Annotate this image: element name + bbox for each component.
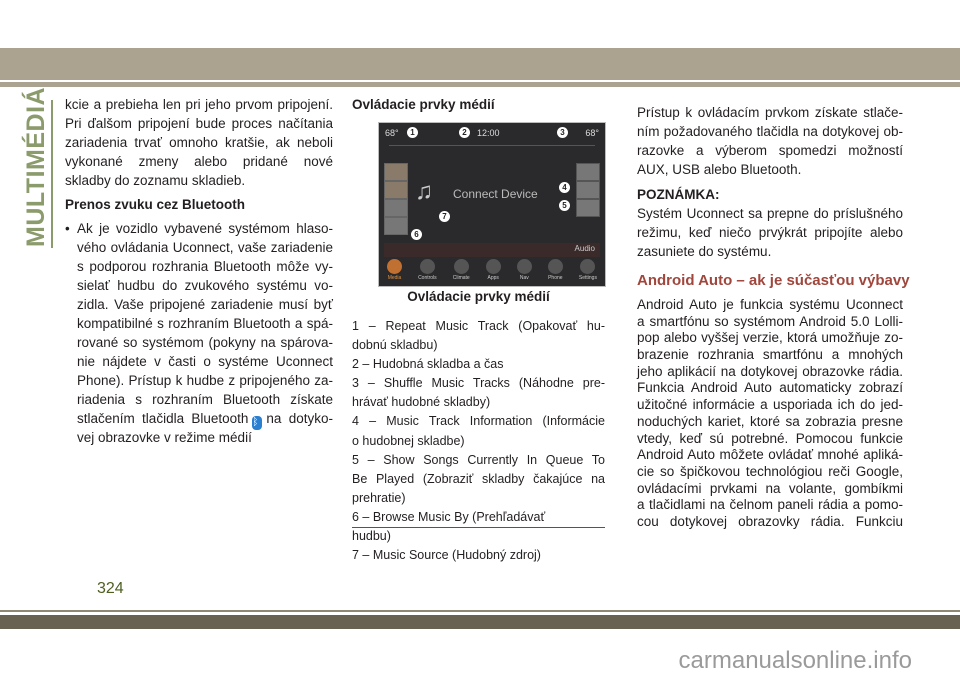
text-line: cie so špičkovou technológiou reči Google, — [637, 463, 903, 479]
list-line: 6 – Browse Music By (Prehľadávať — [352, 509, 546, 524]
bullet-mark: • — [65, 221, 70, 236]
list-line: 5 – Show Songs Currently In Queue To — [352, 452, 605, 467]
text-line: zasuniete do systému. — [637, 244, 772, 259]
header-band — [0, 48, 960, 80]
source-button — [384, 199, 408, 217]
nav-label: Media — [387, 275, 402, 281]
nav-nav — [517, 259, 532, 286]
list-line: 4 – Music Track Information (Informácie — [352, 414, 605, 429]
nav-phone — [548, 259, 563, 286]
text-line: zariadenia trvať omnoho kratšie, ak neboli — [65, 135, 333, 150]
nav-label: Settings — [578, 275, 597, 281]
media-icon — [387, 259, 402, 274]
text-line: sielať hudbu do zvukového systému vo- — [77, 278, 333, 293]
text-line: a smartfónu so systémom Android 5.0 Lolli- — [637, 313, 903, 329]
bluetooth-icon: ᛒ — [252, 416, 262, 430]
progress-line — [389, 145, 595, 146]
watermark: carmanualsonline.info — [678, 647, 912, 674]
text-line: Android Auto je funkcia systému Uconnect — [637, 297, 903, 312]
figure-caption: Ovládacie prvky médií — [407, 289, 550, 304]
callout-6: 6 — [411, 229, 422, 240]
callout-7: 7 — [439, 211, 450, 222]
climate-icon — [454, 259, 469, 274]
footer-rule — [0, 610, 960, 612]
list-line: prehratie) — [352, 490, 406, 505]
list-line: Be Played (Zobraziť skladby čakajúce na — [352, 471, 605, 486]
text-line: razovke a výberom spomedzi možností — [637, 143, 903, 158]
track-info-button — [576, 181, 600, 199]
section-heading: Prenos zvuku cez Bluetooth — [65, 197, 246, 212]
bluetooth-source-button — [384, 217, 408, 235]
callout-3: 3 — [557, 127, 568, 138]
right-column — [637, 103, 910, 531]
audio-button: Audio — [574, 244, 595, 253]
text-line: režimu, keď niečo prvýkrát pripojíte alebo — [637, 225, 903, 240]
nav-label: Controls — [418, 275, 437, 281]
left-column — [65, 95, 333, 447]
info-button — [576, 163, 600, 181]
list-line: 2 – Hudobná skladba a čas — [352, 357, 504, 372]
text-line: kcie a prebieha len pri jeho prvom pripojení. — [65, 97, 333, 112]
android-auto-paragraph — [637, 297, 903, 531]
text-fragment: stlačením tlačidla Bluetooth — [77, 411, 249, 426]
controls-icon — [420, 259, 435, 274]
footer-band — [0, 615, 960, 629]
text-line: Android Auto môžete ovládať mnohé apliká- — [637, 447, 903, 463]
text-line: vtedy, keď sú potrebné. Pomocou funkcie — [637, 430, 903, 446]
text-line: riadenia s rozhraním Bluetooth získate — [77, 392, 333, 407]
text-line: rované so systémom (pokyny na spárova- — [77, 335, 333, 350]
header-rule — [0, 82, 960, 87]
text-line: AUX, USB alebo Bluetooth. — [637, 162, 802, 177]
nav-label: Climate — [452, 275, 470, 281]
temp-right: 68° — [585, 128, 599, 138]
nav-apps — [486, 259, 501, 286]
text-line: brazenie rozhrania smartfónu a mnohých — [637, 347, 903, 363]
list-line: 3 – Shuffle Music Tracks (Náhodne pre- — [352, 376, 605, 391]
screen-nav-bar — [379, 259, 605, 286]
text-line: Funkcia Android Auto automaticky zobrazí — [637, 380, 903, 396]
note-label: POZNÁMKA: — [637, 187, 720, 202]
bullet-item — [65, 219, 333, 447]
text-line: pop alebo vyššej verzie, ktorá umožňuje zo- — [637, 330, 903, 346]
text-fragment: na dotyko- — [266, 411, 333, 426]
queue-button — [576, 199, 600, 217]
intro-paragraph — [65, 95, 333, 190]
callout-4: 4 — [559, 182, 570, 193]
text-line: skladby do zoznamu skladieb. — [65, 173, 246, 188]
text-line: a tlačidlami na čelnom paneli rádia a pomo- — [637, 497, 903, 513]
list-line: dobnú skladbu) — [352, 338, 438, 353]
text-line: ním požadovaného tlačidla na dotykovej ob- — [637, 124, 903, 139]
connect-device-label: Connect Device — [453, 187, 538, 201]
nav-climate — [453, 259, 470, 286]
text-line: vykonané zmeny alebo pridané nové — [65, 154, 333, 169]
text-line: Prístup k ovládacím prvkom získate stlače- — [637, 105, 903, 120]
middle-column — [352, 95, 605, 114]
nav-media — [387, 259, 402, 286]
callout-5: 5 — [559, 200, 570, 211]
callout-2: 2 — [459, 127, 470, 138]
nav-icon — [517, 259, 532, 274]
text-line: kompatibilné s rozhraním Bluetooth a spá- — [77, 316, 333, 331]
nav-label: Nav — [519, 275, 529, 281]
text-line: nie nájdete v časti o systéme Uconnect — [77, 354, 333, 369]
list-divider — [352, 527, 605, 528]
list-line: hrávať hudobné skladby) — [352, 395, 491, 410]
text-line: Phone). Prístup k hudbe z pripojeného za- — [77, 373, 333, 388]
android-auto-heading: Android Auto – ak je súčasťou výbavy — [637, 272, 910, 289]
callout-1: 1 — [407, 127, 418, 138]
text-line: Pri ďalšom pripojení bude proces načítania — [65, 116, 333, 131]
list-line: 1 – Repeat Music Track (Opakovať hu- — [352, 319, 605, 333]
note-paragraph — [637, 204, 903, 261]
browse-bar — [384, 243, 600, 257]
media-screen-figure — [378, 122, 606, 287]
section-tab-rule — [51, 100, 53, 248]
list-line: hudbu) — [352, 529, 391, 544]
nav-label: Apps — [487, 275, 499, 281]
section-tab — [18, 86, 52, 248]
text-line: cou dotykovej obrazovky rádia. Funkciu — [637, 513, 903, 529]
gear-icon — [580, 259, 595, 274]
text-line: jeho aplikácií na dotykovej obrazovke rádia. — [637, 363, 903, 379]
text-line — [77, 409, 333, 428]
text-line: vej obrazovke v režime médií — [77, 430, 252, 445]
shuffle-button — [384, 181, 408, 199]
text-line: ovládacími prvkami na volante, gombíkmi — [637, 480, 903, 496]
section-tab-label: MULTIMÉDIÁ — [22, 86, 50, 247]
text-line: vého ovládania Uconnect, vaše zariadenie — [77, 240, 333, 255]
nav-controls — [418, 259, 437, 286]
nav-settings — [579, 259, 597, 286]
access-paragraph — [637, 103, 903, 179]
text-line: Systém Uconnect sa prepne do príslušného — [637, 206, 903, 221]
music-note-icon: ♫ — [415, 178, 433, 205]
apps-icon — [486, 259, 501, 274]
text-line: s podporou rozhrania Bluetooth môže vy- — [77, 259, 333, 274]
text-line: zidla. Vaše pripojené zariadenie musí byť — [77, 297, 333, 312]
temp-left: 68° — [385, 128, 399, 138]
text-line: noduchých kariet, ktoré sa zobrazia presne — [637, 413, 903, 429]
figure-heading: Ovládacie prvky médií — [352, 97, 495, 112]
nav-label: Phone — [548, 275, 563, 281]
phone-icon — [548, 259, 563, 274]
text-line: Ak je vozidlo vybavené systémom hlaso- — [77, 221, 333, 236]
list-line: o hudobnej skladbe) — [352, 433, 465, 448]
list-line: 7 – Music Source (Hudobný zdroj) — [352, 548, 541, 563]
page-number: 324 — [97, 580, 124, 597]
clock: 12:00 — [477, 128, 500, 138]
repeat-button — [384, 163, 408, 181]
text-line: užitočné informácie a usporiada ich do jed- — [637, 397, 903, 413]
